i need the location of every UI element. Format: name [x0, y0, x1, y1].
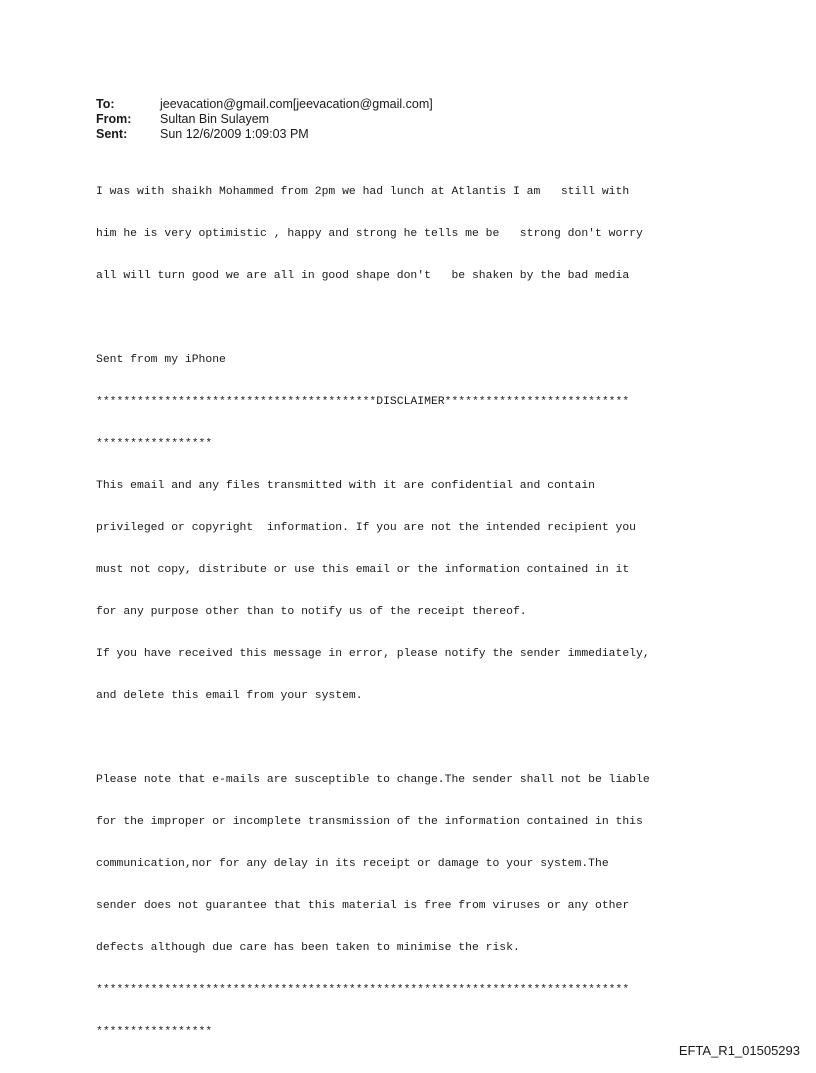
from-value: Sultan Bin Sulayem: [160, 112, 270, 126]
disclaimer-line: privileged or copyright information. If you are not the intended recipient you: [96, 522, 637, 534]
from-label: From:: [96, 112, 132, 126]
disclaimer-banner: *****************************************DISCLAIMER***************************: [96, 396, 630, 408]
spacer: [96, 311, 736, 325]
disclaimer-line: Please note that e-mails are susceptible to change.The sender shall not be liable: [96, 774, 650, 786]
disclaimer-line: communication,nor for any delay in its receipt or damage to your system.The: [96, 858, 609, 870]
sent-row: [96, 127, 433, 142]
to-row: [96, 97, 433, 112]
disclaimer-line: for any purpose other than to notify us of the receipt thereof.: [96, 606, 527, 618]
disclaimer-line: for the improper or incomplete transmission of the information contained in this: [96, 816, 643, 828]
spacer: [96, 731, 736, 745]
email-body: [96, 157, 736, 1053]
email-header: [96, 97, 433, 142]
message-line: I was with shaikh Mohammed from 2pm we had lunch at Atlantis I am still with: [96, 186, 630, 198]
disclaimer-line: sender does not guarantee that this material is free from viruses or any other: [96, 900, 630, 912]
sent-label: Sent:: [96, 127, 128, 141]
disclaimer-line: defects although due care has been taken to minimise the risk.: [96, 942, 520, 954]
message-line: all will turn good we are all in good shape don't be shaken by the bad media: [96, 270, 630, 282]
disclaimer-line: must not copy, distribute or use this email or the information contained in it: [96, 564, 630, 576]
to-value: jeevacation@gmail.com[jeevacation@gmail.com]: [160, 97, 433, 111]
disclaimer-banner-continued: *****************: [96, 438, 213, 450]
signature-line: Sent from my iPhone: [96, 354, 226, 366]
from-row: [96, 112, 433, 127]
disclaimer-closing-rule: ******************************************************************************: [96, 984, 630, 996]
disclaimer-line: If you have received this message in error, please notify the sender immediately,: [96, 648, 650, 660]
disclaimer-closing-rule-continued: *****************: [96, 1026, 213, 1038]
disclaimer-line: and delete this email from your system.: [96, 690, 363, 702]
to-label: To:: [96, 97, 115, 111]
sent-value: Sun 12/6/2009 1:09:03 PM: [160, 127, 309, 141]
disclaimer-line: This email and any files transmitted with it are confidential and contain: [96, 480, 595, 492]
message-line: him he is very optimistic , happy and strong he tells me be strong don't worry: [96, 228, 643, 240]
document-id: EFTA_R1_01505293: [678, 1043, 800, 1058]
